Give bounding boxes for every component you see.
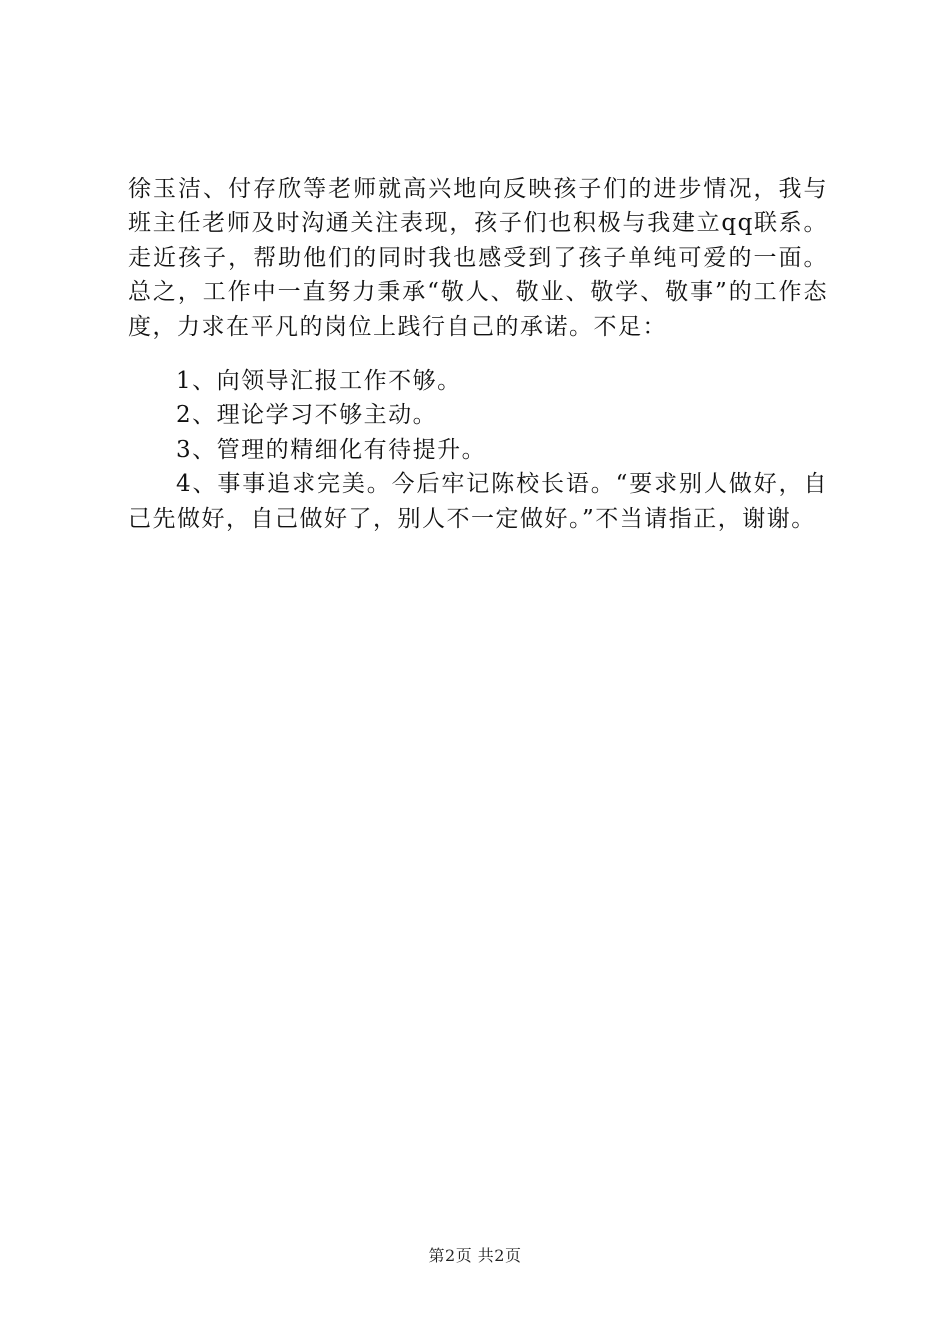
list-item-shortcoming-2: 2、理论学习不够主动。 xyxy=(176,402,438,429)
paragraph-summary: 徐玉洁、付存欣等老师就高兴地向反映孩子们的进步情况，我与班主任老师及时沟通关注表现，孩子们也积极与我建立qq联系。走近孩子，帮助他们的同时我也感受到了孩子单纯可爱的一面。总之，工作中一直努力秉承“敬人、敬业、敬学、敬事”的工作态度，力求在平凡的岗位上践行自己的承诺。不足： xyxy=(128,176,828,340)
document-body xyxy=(128,172,828,536)
list-item-shortcoming-3: 3、管理的精细化有待提升。 xyxy=(176,436,487,463)
list-item-shortcoming-4: 4、事事追求完美。今后牢记陈校长语。“要求别人做好，自己先做好，自己做好了，别人不一定做好。”不当请指正，谢谢。 xyxy=(128,471,828,532)
page-number-footer: 第2页 共2页 xyxy=(428,1246,522,1265)
list-item-shortcoming-1: 1、向领导汇报工作不够。 xyxy=(176,368,462,395)
